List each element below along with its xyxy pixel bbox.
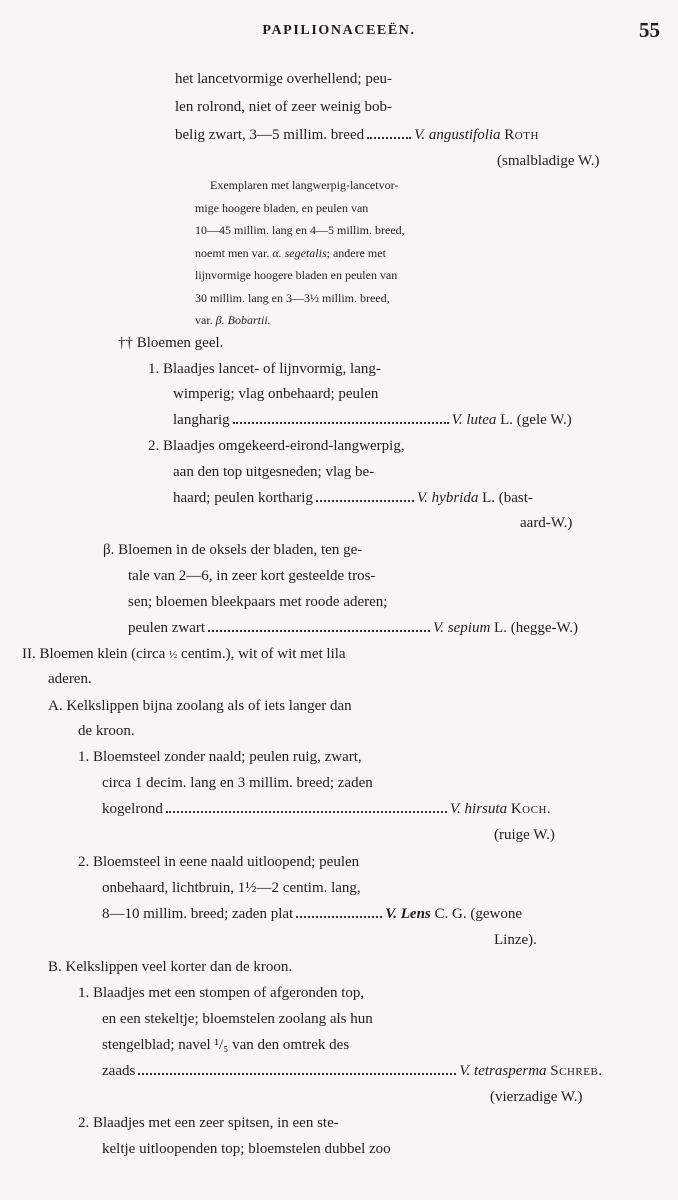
key-entry-line [175,126,539,144]
dot-leader [208,626,430,632]
note-line: 10—45 millim. lang en 4—5 millim. breed, [195,223,405,237]
note-line [195,246,386,261]
text-line: 2. Blaadjes omgekeerd-eirond-langwerpig, [148,438,405,454]
text-line: keltje uitloopenden top; bloemstelen dubbel zoo [102,1141,391,1157]
key-heading [22,645,346,664]
dot-leader [316,496,414,502]
fraction: ½ [169,649,178,661]
entry-text: langharig [173,412,230,428]
author-name: L. (bast- [482,490,533,506]
entry-text: kogelrond [102,801,163,817]
entry-text: haard; peulen kortharig [173,490,313,506]
key-heading: †† Bloemen geel. [118,335,224,351]
species-name: V. lutea [451,412,497,428]
author-name: L. (hegge-W.) [494,620,579,636]
entry-text: zaads [102,1063,136,1079]
running-header: PAPILIONACEEËN. [262,23,416,38]
author-name: Koch. [510,801,552,817]
dot-leader [296,912,382,918]
note-line: mige hoogere bladen, en peulen van [195,201,369,215]
text-line: 1. Blaadjes lancet- of lijnvormig, lang- [148,361,381,377]
text-line: de kroon. [78,723,135,739]
species-name: V. hybrida [416,490,479,506]
common-name: Linze). [494,932,537,948]
key-entry-line [102,1062,603,1080]
key-entry-line [128,619,578,637]
key-entry-line [102,800,551,818]
common-name: aard-W.) [520,515,573,531]
text-line: circa 1 decim. lang en 3 millim. breed; zaden [102,775,373,791]
author-name: C. G. (gewone [434,906,523,922]
note-line: Exemplaren met langwerpig-lancetvor- [210,178,399,192]
species-name: V. sepium [433,620,491,636]
entry-text: peulen zwart [128,620,206,636]
text-line: het lancetvormige overhellend; peu- [175,71,392,87]
text-line: 2. Blaadjes met een zeer spitsen, in een ste- [78,1115,339,1131]
text-line: onbehaard, lichtbruin, 1½—2 centim. lang, [102,880,361,896]
text-line: len rolrond, niet of zeer weinig bob- [175,99,393,115]
text-line: 2. Bloemsteel in eene naald uitloopend; peulen [78,854,360,870]
entry-text: belig zwart, 3—5 millim. breed [175,127,365,143]
species-name: V. hirsuta [449,801,508,817]
species-name: V. Lens [385,906,431,922]
text-line: en een stekeltje; bloemstelen zoolang als hun [102,1011,373,1027]
entry-text: II. Bloemen klein (circa [22,646,166,662]
note-text: var. [195,313,213,327]
text-line: wimperig; vlag onbehaard; peulen [173,386,379,402]
text-line: sen; bloemen bleekpaars met roode aderen; [128,594,388,610]
entry-text: centim.), wit of wit met lila [181,646,346,662]
note-line: lijnvormige hoogere bladen en peulen van [195,268,398,282]
species-name: V. tetrasperma [459,1063,547,1079]
note-line: 30 millim. lang en 3—3½ millim. breed, [195,291,390,305]
text-line: 1. Blaadjes met een stompen of afgeronden top, [78,985,365,1001]
variety-name: α. segetalis [272,246,327,260]
variety-name: β. Bobartii. [215,313,271,327]
common-name: (ruige W.) [494,827,555,843]
text-line: aderen. [48,671,92,687]
dot-leader [233,418,449,424]
text-line: 1. Bloemsteel zonder naald; peulen ruig, zwart, [78,749,362,765]
text-line: tale van 2—6, in zeer kort gesteelde tros- [128,568,376,584]
author-name: L. (gele W.) [500,412,572,428]
text-line: β. Bloemen in de oksels der bladen, ten ge- [103,542,363,558]
text-line: aan den top uitgesneden; vlag be- [173,464,375,480]
text-line: stengelblad; navel ¹/₅ van den omtrek des [102,1037,350,1053]
dot-leader [367,133,411,139]
key-entry-line [102,905,522,923]
dot-leader [138,1069,456,1075]
note-text: ; andere met [326,246,386,260]
entry-text: 8—10 millim. breed; zaden plat [102,906,294,922]
page-number: 55 [639,18,660,42]
key-entry-line [173,411,572,429]
author-name: Schreb. [550,1063,603,1079]
author-name: Roth [504,127,539,143]
note-line [195,313,271,328]
key-heading: A. Kelkslippen bijna zoolang als of iets langer dan [48,698,352,714]
key-heading: B. Kelkslippen veel korter dan de kroon. [48,959,293,975]
species-name: V. angustifolia [414,127,501,143]
key-entry-line [173,489,533,507]
common-name: (vierzadige W.) [490,1089,583,1105]
note-text: noemt men var. [195,246,270,260]
common-name: (smalbladige W.) [497,153,600,169]
dot-leader [166,807,447,813]
